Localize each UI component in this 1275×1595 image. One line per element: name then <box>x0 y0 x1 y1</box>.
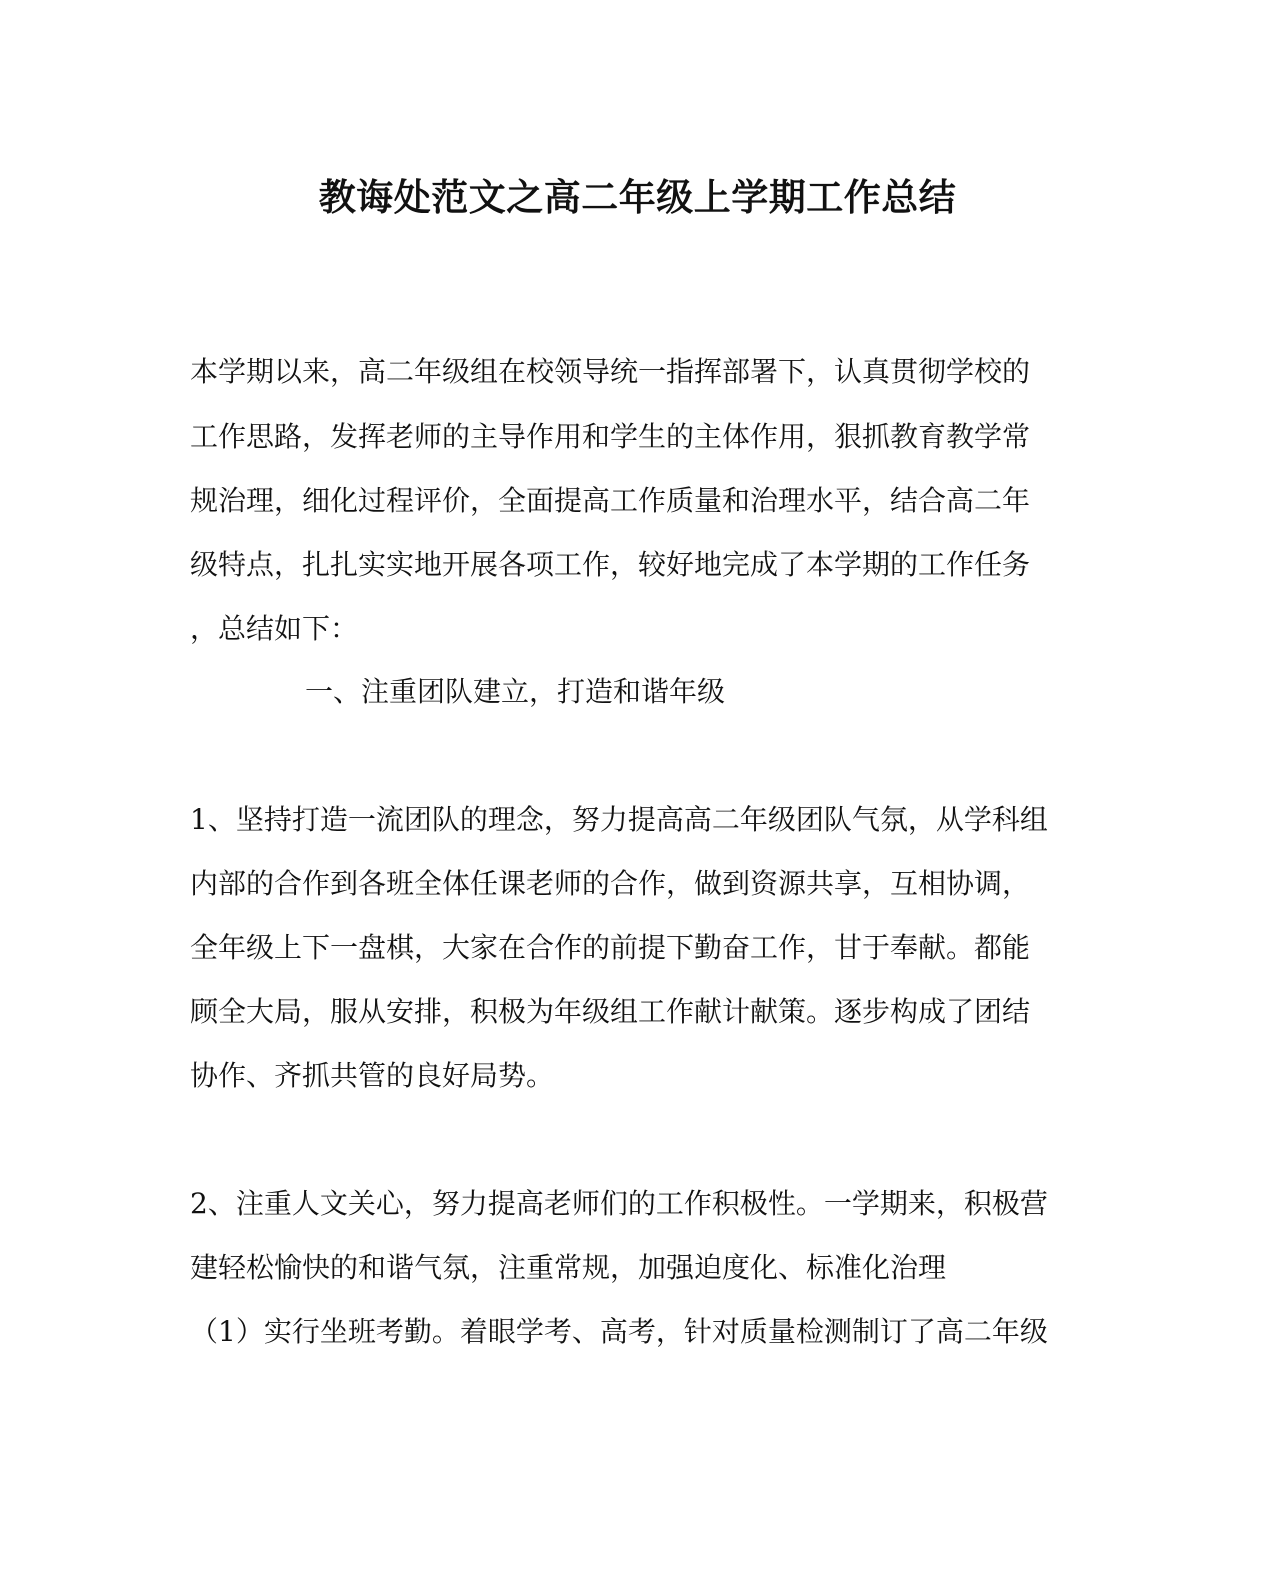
intro-line-3: 规治理，细化过程评价，全面提高工作质量和治理水平，结合高二年 <box>190 484 1031 517</box>
intro-line-2: 工作思路，发挥老师的主导作用和学生的主体作用，狠抓教育教学常 <box>190 420 1031 453</box>
intro-line-1: 本学期以来，高二年级组在校领导统一指挥部署下，认真贯彻学校的 <box>190 355 1031 388</box>
item2-line-3: （1）实行坐班考勤。着眼学考、高考，针对质量检测制订了高二年级 <box>190 1315 1048 1348</box>
item2-line-1: 2、注重人文关心，努力提高老师们的工作积极性。一学期来，积极营 <box>190 1187 1048 1220</box>
document-title: 教诲处范文之高二年级上学期工作总结 <box>318 175 957 219</box>
item1-line-3: 全年级上下一盘棋，大家在合作的前提下勤奋工作，甘于奉献。都能 <box>190 931 1031 964</box>
item2-line-2: 建轻松愉快的和谐气氛，注重常规，加强迫度化、标准化治理 <box>190 1251 947 1284</box>
item1-line-1: 1、坚持打造一流团队的理念，努力提高高二年级团队气氛，从学科组 <box>190 803 1048 836</box>
item1-line-2: 内部的合作到各班全体任课老师的合作，做到资源共享，互相协调， <box>190 867 1031 900</box>
intro-line-5: ，总结如下： <box>190 612 359 645</box>
item1-line-5: 协作、齐抓共管的良好局势。 <box>190 1059 555 1092</box>
intro-line-4: 级特点，扎扎实实地开展各项工作，较好地完成了本学期的工作任务 <box>190 548 1031 581</box>
section-heading-1: 一、注重团队建立，打造和谐年级 <box>305 675 726 708</box>
item1-line-4: 顾全大局，服从安排，积极为年级组工作献计献策。逐步构成了团结 <box>190 995 1031 1028</box>
